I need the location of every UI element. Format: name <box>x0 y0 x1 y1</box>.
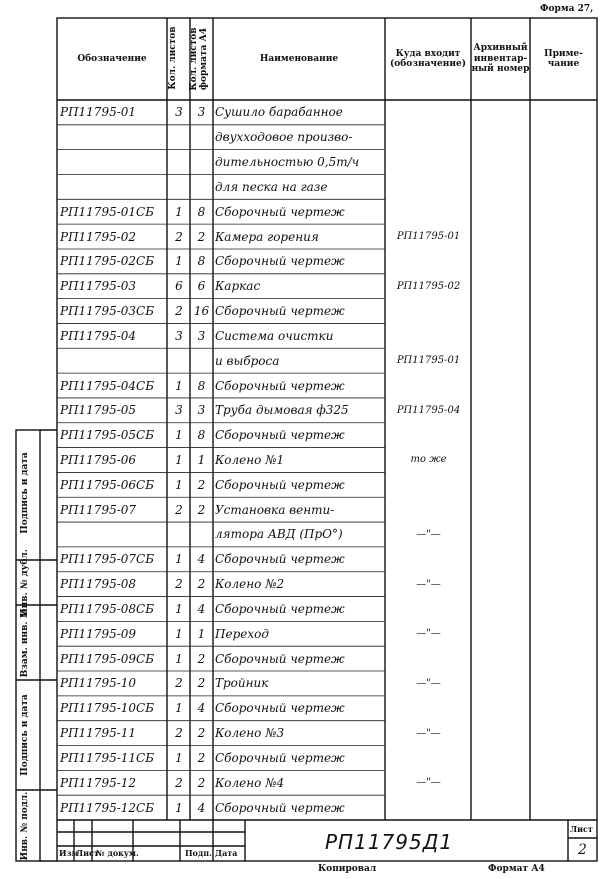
row-sheet-count: 1 <box>175 800 183 815</box>
row-designation: РП11795-12 <box>60 775 137 790</box>
row-where-used: —"— <box>416 578 441 590</box>
row-designation: РП11795-03 <box>60 279 137 294</box>
row-where-used: РП11795-01 <box>396 355 461 367</box>
row-sheet-count: 3 <box>175 403 183 418</box>
row-a4-count: 2 <box>197 676 206 691</box>
row-where-used: —"— <box>416 727 441 739</box>
row-name: и выброса <box>215 353 280 368</box>
row-designation: РП11795-10 <box>60 676 137 691</box>
row-designation: РП11795-05 <box>60 403 137 418</box>
row-where-used <box>387 299 470 324</box>
row-name: Колено №4 <box>215 775 285 790</box>
row-a4-count <box>191 125 212 150</box>
row-name: Колено №1 <box>215 452 285 467</box>
footer-format: Формат А4 <box>488 864 545 874</box>
row-designation: РП11795-09 <box>60 626 137 641</box>
row-a4-count: 4 <box>197 601 206 616</box>
row-sheet-count: 2 <box>175 304 183 319</box>
row-where-used <box>387 249 470 274</box>
row-where-used <box>387 150 470 175</box>
row-designation: РП11795-11СБ <box>60 750 155 765</box>
row-designation: РП11795-10СБ <box>60 701 155 716</box>
row-a4-count <box>191 522 212 547</box>
row-sheet-count: 3 <box>175 105 183 120</box>
row-sheet-count: 1 <box>175 552 183 567</box>
side-inv-dubl: Инв. № дубл. <box>20 549 30 617</box>
row-a4-count: 16 <box>193 304 210 319</box>
side-inv-podl: Инв. № подл. <box>20 791 30 861</box>
row-where-used <box>387 547 470 572</box>
row-sheet-count: 1 <box>175 254 183 269</box>
row-name: двухходовое произво- <box>215 130 353 145</box>
row-a4-count: 2 <box>197 502 206 517</box>
row-name: Установка венти- <box>215 502 335 517</box>
row-name: Каркас <box>215 279 261 294</box>
title-doc-no: № докум. <box>96 848 139 858</box>
row-designation: РП11795-01 <box>60 105 137 120</box>
row-a4-count: 3 <box>197 328 206 343</box>
row-where-used <box>387 100 470 125</box>
title-sheet-number: 2 <box>578 842 587 858</box>
footer-checked: Копировал <box>318 864 377 874</box>
row-a4-count: 3 <box>197 403 206 418</box>
row-a4-count: 3 <box>197 105 206 120</box>
row-name: Сборочный чертеж <box>215 601 345 616</box>
header-sheet-count: Кол. листов <box>168 26 178 90</box>
row-a4-count <box>191 348 212 373</box>
row-a4-count: 2 <box>197 775 206 790</box>
row-sheet-count <box>169 150 189 175</box>
row-where-used <box>387 696 470 721</box>
row-designation <box>60 125 166 150</box>
row-a4-count: 6 <box>197 279 206 294</box>
row-name: Сборочный чертеж <box>215 204 345 219</box>
row-where-used <box>387 795 470 820</box>
header-name: Наименование <box>259 53 339 64</box>
row-sheet-count: 2 <box>175 577 183 592</box>
row-sheet-count: 1 <box>175 452 183 467</box>
row-name: Сборочный чертеж <box>215 477 345 492</box>
row-designation: РП11795-04 <box>60 328 137 343</box>
row-name: Система очистки <box>215 328 334 343</box>
row-name: Сборочный чертеж <box>215 254 345 269</box>
row-where-used <box>387 125 470 150</box>
side-sign-date-bottom: Подпись и дата <box>20 694 30 776</box>
header-note: Приме-чание <box>544 48 583 69</box>
row-sheet-count: 1 <box>175 428 183 443</box>
row-designation: РП11795-03СБ <box>60 304 155 319</box>
row-designation: РП11795-05СБ <box>60 428 155 443</box>
row-a4-count: 4 <box>197 800 206 815</box>
row-sheet-count <box>169 125 189 150</box>
row-designation: РП11795-08СБ <box>60 601 155 616</box>
row-sheet-count: 3 <box>175 328 183 343</box>
header-where-used: Куда входит (обозначение) <box>390 48 466 69</box>
row-designation: РП11795-07СБ <box>60 552 155 567</box>
row-a4-count: 2 <box>197 750 206 765</box>
row-sheet-count: 2 <box>175 502 183 517</box>
row-name: Сборочный чертеж <box>215 378 345 393</box>
row-designation: РП11795-02СБ <box>60 254 155 269</box>
row-sheet-count: 1 <box>175 651 183 666</box>
row-designation: РП11795-04СБ <box>60 378 155 393</box>
side-sign-date-top: Подпись и дата <box>20 452 30 534</box>
row-name: Сборочный чертеж <box>215 552 345 567</box>
row-a4-count: 2 <box>197 477 206 492</box>
row-name: Тройник <box>215 676 269 691</box>
row-a4-count: 8 <box>197 428 206 443</box>
row-designation <box>60 522 166 547</box>
row-name: дительностью 0,5т/ч <box>215 155 360 170</box>
row-name: Переход <box>215 626 269 641</box>
row-sheet-count: 2 <box>175 676 183 691</box>
row-name: для песка на газе <box>215 179 328 194</box>
title-data: Дата <box>215 848 238 858</box>
row-sheet-count: 1 <box>175 378 183 393</box>
title-sheet-label: Лист <box>570 824 593 834</box>
document-code: РП11795Д1 <box>325 830 454 854</box>
row-a4-count: 2 <box>197 229 206 244</box>
row-sheet-count: 6 <box>175 279 183 294</box>
row-where-used <box>387 597 470 622</box>
row-a4-count: 8 <box>197 204 206 219</box>
row-name: Сборочный чертеж <box>215 750 345 765</box>
row-name: Сборочный чертеж <box>215 428 345 443</box>
row-a4-count: 1 <box>197 626 206 641</box>
title-izm: Изм <box>59 848 79 858</box>
row-where-used: РП11795-01 <box>396 231 461 243</box>
row-a4-count <box>191 174 212 199</box>
row-designation <box>60 150 166 175</box>
header-archive: Архивный инвентар-ный номер <box>471 43 530 75</box>
header-designation: Обозначение <box>77 53 147 64</box>
row-a4-count: 8 <box>197 378 206 393</box>
row-sheet-count: 1 <box>175 477 183 492</box>
row-where-used <box>387 423 470 448</box>
row-name: Колено №2 <box>215 577 285 592</box>
row-sheet-count <box>169 522 189 547</box>
row-sheet-count: 2 <box>175 229 183 244</box>
row-where-used <box>387 323 470 348</box>
row-name: Сборочный чертеж <box>215 800 345 815</box>
row-name: лятора АВД (ПрО°) <box>215 527 343 542</box>
row-designation: РП11795-12СБ <box>60 800 155 815</box>
row-sheet-count: 1 <box>175 750 183 765</box>
row-a4-count: 1 <box>197 452 206 467</box>
row-a4-count: 2 <box>197 726 206 741</box>
row-designation: РП11795-06 <box>60 452 137 467</box>
header-format-count: Кол. листов формата А4 <box>189 27 209 91</box>
row-where-used: РП11795-02 <box>396 280 461 292</box>
row-name: Сборочный чертеж <box>215 304 345 319</box>
side-vzam-inv: Взам. инв. № <box>20 608 30 678</box>
row-name: Камера горения <box>215 229 319 244</box>
row-designation: РП11795-08 <box>60 577 137 592</box>
row-sheet-count: 2 <box>175 775 183 790</box>
row-sheet-count <box>169 174 189 199</box>
title-podp: Подп. <box>185 848 212 858</box>
row-where-used <box>387 472 470 497</box>
row-designation <box>60 174 166 199</box>
row-name: Сборочный чертеж <box>215 701 345 716</box>
row-a4-count: 2 <box>197 577 206 592</box>
row-name: Труба дымовая ф325 <box>215 403 349 418</box>
row-a4-count: 4 <box>197 552 206 567</box>
row-sheet-count <box>169 348 189 373</box>
row-sheet-count: 1 <box>175 701 183 716</box>
row-a4-count: 4 <box>197 701 206 716</box>
title-list: Лист <box>76 848 99 858</box>
row-sheet-count: 2 <box>175 726 183 741</box>
row-sheet-count: 1 <box>175 204 183 219</box>
row-name: Сушило барабанное <box>215 105 343 120</box>
row-where-used: —"— <box>416 528 441 540</box>
row-a4-count: 8 <box>197 254 206 269</box>
row-where-used: —"— <box>416 628 441 640</box>
row-where-used: —"— <box>416 777 441 789</box>
row-designation: РП11795-11 <box>60 726 137 741</box>
row-designation <box>60 348 166 373</box>
row-where-used <box>387 174 470 199</box>
row-designation: РП11795-06СБ <box>60 477 155 492</box>
row-where-used <box>387 746 470 771</box>
row-where-used <box>387 646 470 671</box>
row-where-used <box>387 497 470 522</box>
form-label: Форма 27, <box>540 4 594 14</box>
row-designation: РП11795-07 <box>60 502 137 517</box>
row-a4-count <box>191 150 212 175</box>
row-sheet-count: 1 <box>175 626 183 641</box>
row-name: Сборочный чертеж <box>215 651 345 666</box>
row-where-used: РП11795-04 <box>396 404 461 416</box>
row-where-used: —"— <box>416 677 441 689</box>
row-where-used <box>387 199 470 224</box>
row-a4-count: 2 <box>197 651 206 666</box>
row-designation: РП11795-02 <box>60 229 137 244</box>
row-name: Колено №3 <box>215 726 285 741</box>
row-where-used: то же <box>410 454 447 466</box>
row-designation: РП11795-09СБ <box>60 651 155 666</box>
row-designation: РП11795-01СБ <box>60 204 155 219</box>
row-sheet-count: 1 <box>175 601 183 616</box>
row-where-used <box>387 373 470 398</box>
